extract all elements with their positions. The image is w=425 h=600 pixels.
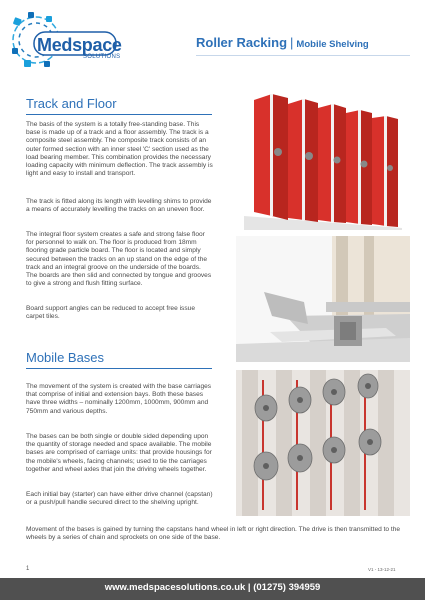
track-heading-rule bbox=[26, 114, 212, 115]
footer-contact[interactable]: www.medspacesolutions.co.uk | (01275) 394959 bbox=[104, 582, 321, 593]
red-shelving-photo bbox=[236, 88, 410, 230]
track-floor-detail-photo bbox=[236, 236, 410, 362]
bases-paragraph-3: Each initial bay (starter) can have either drive channel (capstan) or a push/pull handle secured direct to the shelving upright. bbox=[26, 491, 213, 507]
logo-tagline: SOLUTIONS bbox=[83, 54, 121, 60]
page-number: 1 bbox=[26, 566, 30, 572]
capstan-wheels-photo bbox=[236, 370, 410, 516]
track-paragraph-3: The integral floor system creates a safe and strong false floor for personnel to walk on. The floor is produced from 18mm flooring grade particle board. The floor is located and simply secured between the tracks on an up stand on the edge of the track and an integral groove on the underside of the boards. The boards are then slid and connected by tongue and grooves to give a strong and flush fitting surface. bbox=[26, 231, 212, 288]
title-separator: | bbox=[290, 35, 294, 50]
header-rule bbox=[196, 55, 410, 56]
mobile-bases-heading: Mobile Bases bbox=[26, 350, 105, 365]
track-paragraph-2: The track is fitted along its length with levelling shims to provide a means of accurately levelling the tracks on an uneven floor. bbox=[26, 198, 212, 214]
footer-bar bbox=[0, 578, 425, 600]
track-paragraph-4: Board support angles can be reduced to accept free issue carpet tiles. bbox=[26, 305, 195, 321]
bases-paragraph-2: The bases can be both single or double sided depending upon the quantity of storage needed and space available. The mobile bases are comprised of carriage units: that provide housings for the mobile's wheels, facing channels; used to tie the carriages together and wheel axles that join the driving wheels together. bbox=[26, 433, 212, 473]
bases-paragraph-1: The movement of the system is created with the base carriages that comprise of initial and extension bays. Both these bases have three widths – nominally 1200mm, 1000mm, 900mm and 750mm and various depths. bbox=[26, 383, 212, 415]
page-title bbox=[196, 35, 369, 50]
medspace-logo bbox=[10, 8, 122, 74]
document-version: V1 - 13-12-21 bbox=[368, 567, 396, 572]
track-floor-heading: Track and Floor bbox=[26, 96, 117, 111]
bases-paragraph-4: Movement of the bases is gained by turning the capstans hand wheel in left or right direction. The drive is then transmitted to the wheels by a series of chain and sprockets on one side of the base. bbox=[26, 526, 401, 542]
page-title-main: Roller Racking bbox=[196, 35, 288, 50]
bases-heading-rule bbox=[26, 368, 212, 369]
track-paragraph-1: The basis of the system is a totally free-standing base. This base is made up of a track and a floor assembly. The track is a composite steel assembly. The composite track consists of an outer formed section with an inner steel 'C' section used as the load bearing member. This combination provides the necessary loading capacity with minimum deflection. The track assembly is light and easy to install and transport. bbox=[26, 121, 213, 178]
page-subtitle: Mobile Shelving bbox=[296, 39, 369, 50]
logo-name: Medspace bbox=[37, 35, 122, 55]
